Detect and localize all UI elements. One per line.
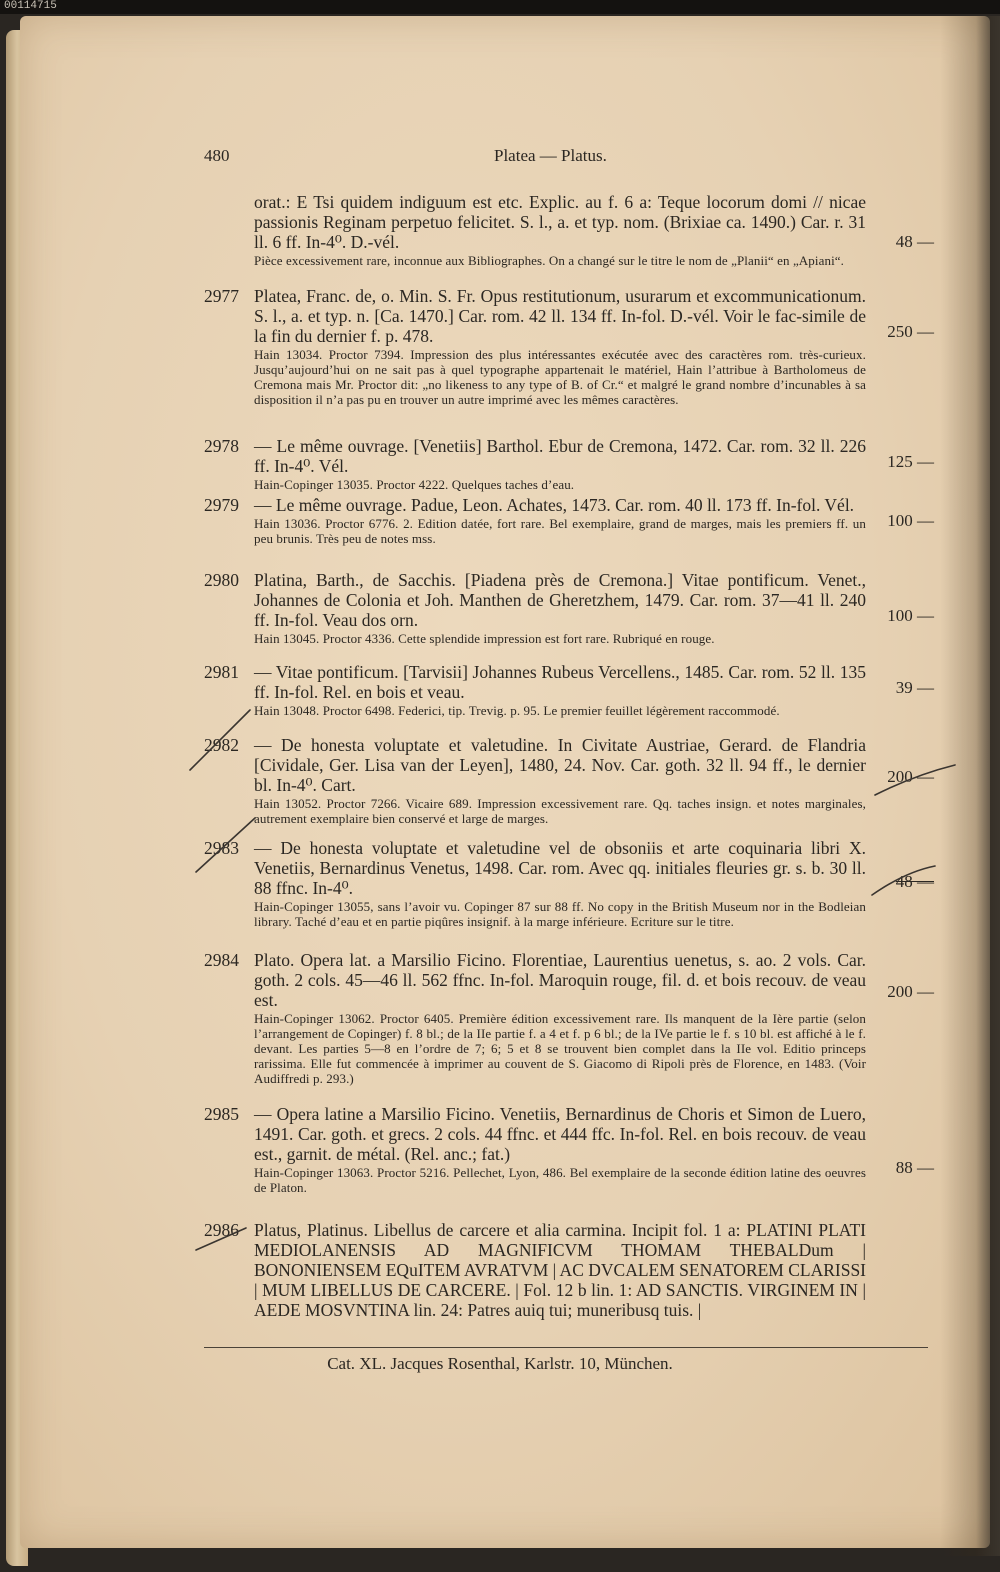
entry-body — [254, 495, 866, 546]
entry-description: Plato. Opera lat. a Marsilio Ficino. Florentiae, Laurentius uenetus, s. ao. 2 vols. Car. goth. 2 cols. 45—46 ll. 562 ffnc. In-fol. Maroquin rouge, fil. d. et bois recouv. de veau est. — [254, 950, 866, 1010]
entry-price: 39 — — [895, 678, 934, 697]
scan-id-strip — [0, 0, 1000, 14]
entry-number: 2983 — [204, 838, 239, 858]
entry-body — [254, 735, 866, 826]
entry-body — [254, 838, 866, 929]
entry-description: — De honesta voluptate et valetudine. In Civitate Austriae, Gerard. de Flandria [Cividale, Ger. Lisa van der Leyen], 1480, 24. Nov. Car. goth. 32 ll. 94 ff., le dernier bl. In-4⁰. Cart. — [254, 735, 866, 795]
entry-body — [254, 286, 866, 407]
entry-price: 200 — — [887, 767, 934, 786]
entry-price: 100 — — [887, 511, 934, 530]
entry-number: 2984 — [204, 950, 239, 970]
entry-number: 2985 — [204, 1104, 239, 1124]
running-title: Platea — Platus. — [494, 146, 607, 165]
entry-number: 2981 — [204, 662, 239, 682]
entry-note: Pièce excessivement rare, inconnue aux Bibliographes. On a changé sur le titre le nom de „Planii“ en „Apiani“. — [254, 253, 845, 268]
entry-body — [254, 570, 866, 646]
entry-body — [254, 950, 866, 1086]
entry-note: Hain 13036. Proctor 6776. 2. Edition datée, fort rare. Bel exemplaire, grand de marges, mais les premiers ff. un peu brunis. Très peu de notes mss. — [254, 516, 866, 546]
entry-description: Platus, Platinus. Libellus de carcere et alia carmina. Incipit fol. 1 a: PLATINI PLATI MEDIOLANENSIS AD MAGNIFICVM THOMAM THEBALDum | BONONIENSEM EQuITEM AVRATVM | AC DVCALEM SENATOREM CLARISSI | MUM LIBELLUS DE CARCERE. | Fol. 12 b lin. 1: AD SANCTIS. VIRGINEM IN | AEDE MOSVNTINA lin. 24: Patres auiq tui; muneribusq tuis. | — [254, 1220, 867, 1320]
entry-description: — Opera latine a Marsilio Ficino. Venetiis, Bernardinus de Choris et Simon de Luero, 1491. Car. goth. et grecs. 2 cols. 44 ffnc. et 444 ffc. In-fol. Rel. en bois recouv. de veau est., garnit. de métal. (Rel. anc.; fat.) — [254, 1104, 866, 1164]
entry-body — [254, 662, 866, 718]
footer-rule — [204, 1347, 928, 1348]
entry-note: Hain 13045. Proctor 4336. Cette splendide impression est fort rare. Rubriqué en rouge. — [254, 631, 715, 646]
entry-price: 48 — — [895, 232, 934, 251]
entry-description: orat.: E Tsi quidem indiguum est etc. Explic. au f. 6 a: Teque locorum domi // nicae passionis Reginam perpetuo felicitet. S. l., a. et typ. nom. (Brixiae ca. 1490.) Car. r. 31 ll. 6 ff. In-4⁰. D.-vél. — [254, 192, 866, 252]
entry-description: Platina, Barth., de Sacchis. [Piadena près de Cremona.] Vitae pontificum. Venet., Johannes de Colonia et Joh. Manthen de Gheretzhem, 1479. Car. rom. 37—41 ll. 240 ff. In-fol. Veau dos orn. — [254, 570, 866, 630]
entry-description: — Le même ouvrage. Padue, Leon. Achates, 1473. Car. rom. 40 ll. 173 ff. In-fol. Vél. — [254, 495, 855, 515]
entry-number: 2977 — [204, 286, 239, 306]
page-header — [0, 146, 1000, 170]
entry-price-struck: 48 — — [895, 872, 934, 891]
entry-price: 250 — — [887, 322, 934, 341]
entry-note: Hain-Copinger 13062. Proctor 6405. Première édition excessivement rare. Ils manquent de la Ière partie (selon l’arrangement de Copinger) f. 8 bl.; de la IIe partie f. a 4 et f. p 6 bl.; de la IVe partie le f. s 10 bl. est affiché à le f. devant. Les parties 5—8 en l’ordre de 7; 6; 5 et 8 se trouvent bien complet dans la IIe vol. Editio princeps rarissima. Elle fut commencée à imprimer au couvent de S. Giacomo di Ripoli près de Florence, en 1483. (Voir Audiffredi p. 293.) — [254, 1011, 866, 1086]
entry-note: Hain 13052. Proctor 7266. Vicaire 689. Impression excessivement rare. Qq. taches insign. et notes marginales, autrement exemplaire bien conservé et large de marges. — [254, 796, 866, 826]
entry-number: 2986 — [204, 1220, 239, 1240]
entry-note: Hain-Copinger 13063. Proctor 5216. Pellechet, Lyon, 486. Bel exemplaire de la seconde édition latine des oeuvres de Platon. — [254, 1165, 866, 1195]
scan-label: 00114715 — [4, 0, 57, 12]
entry-number: 2978 — [204, 436, 239, 456]
entry-note: Hain 13048. Proctor 6498. Federici, tip. Trevig. p. 95. Le premier feuillet légèrement raccommodé. — [254, 703, 780, 718]
entry-body — [254, 1220, 866, 1320]
entry-description: Platea, Franc. de, o. Min. S. Fr. Opus restitutionum, usurarum et excommunicationum. S. l., a. et typ. n. [Ca. 1470.] Car. rom. 42 ll. 134 ff. In-fol. D.-vél. Voir le fac-simile de la fin du dernier f. p. 478. — [254, 286, 866, 346]
entry-body — [254, 192, 866, 268]
page-number: 480 — [204, 146, 230, 165]
entry-body — [254, 1104, 866, 1195]
entry-description: — De honesta voluptate et valetudine vel de obsoniis et arte coquinaria libri X. Venetiis, Bernardinus Venetus, 1498. Car. rom. Avec qq. initiales fleuries gr. s. b. 30 ll. 88 ffnc. In-4⁰. — [254, 838, 866, 898]
entry-number: 2982 — [204, 735, 239, 755]
entry-price: 100 — — [887, 606, 934, 625]
entry-description: — Vitae pontificum. [Tarvisii] Johannes Rubeus Vercellens., 1485. Car. rom. 52 ll. 135 ff. In-fol. Rel. en bois et veau. — [254, 662, 866, 702]
entry-note: Hain-Copinger 13055, sans l’avoir vu. Copinger 87 sur 88 ff. No copy in the British Museum nor in the Bodleian library. Taché d’eau et en partie piqûres insignif. à la marge inférieure. Ecriture sur le titre. — [254, 899, 866, 929]
entry-note: Hain 13034. Proctor 7394. Impression des plus intéressantes exécutée avec des caractères rom. très-curieux. Jusqu’aujourd’hui on ne sait pas à quel typographe appartenait le matériel, Hain l’attribue à Bartholomeus de Cremona mais Mr. Proctor dit: „no likeness to any type of B. of Cr.“ et malgré le grand nombre d’incunables à sa disposition il n’a pas pu en trouver un autre imprimé avec les mêmes caractères. — [254, 347, 866, 407]
entry-price: 125 — — [887, 452, 934, 471]
entry-number: 2980 — [204, 570, 239, 590]
entry-number: 2979 — [204, 495, 239, 515]
entry-body — [254, 436, 866, 492]
page-gutter-shadow — [940, 16, 1000, 1556]
entry-note: Hain-Copinger 13035. Proctor 4222. Quelques taches d’eau. — [254, 477, 575, 492]
entry-price: 88 — — [895, 1158, 934, 1177]
catalog-footer: Cat. XL. Jacques Rosenthal, Karlstr. 10, München. — [327, 1354, 673, 1373]
entry-price: 200 — — [887, 982, 934, 1001]
entry-description: — Le même ouvrage. [Venetiis] Barthol. Ebur de Cremona, 1472. Car. rom. 32 ll. 226 ff. In-4⁰. Vél. — [254, 436, 866, 476]
